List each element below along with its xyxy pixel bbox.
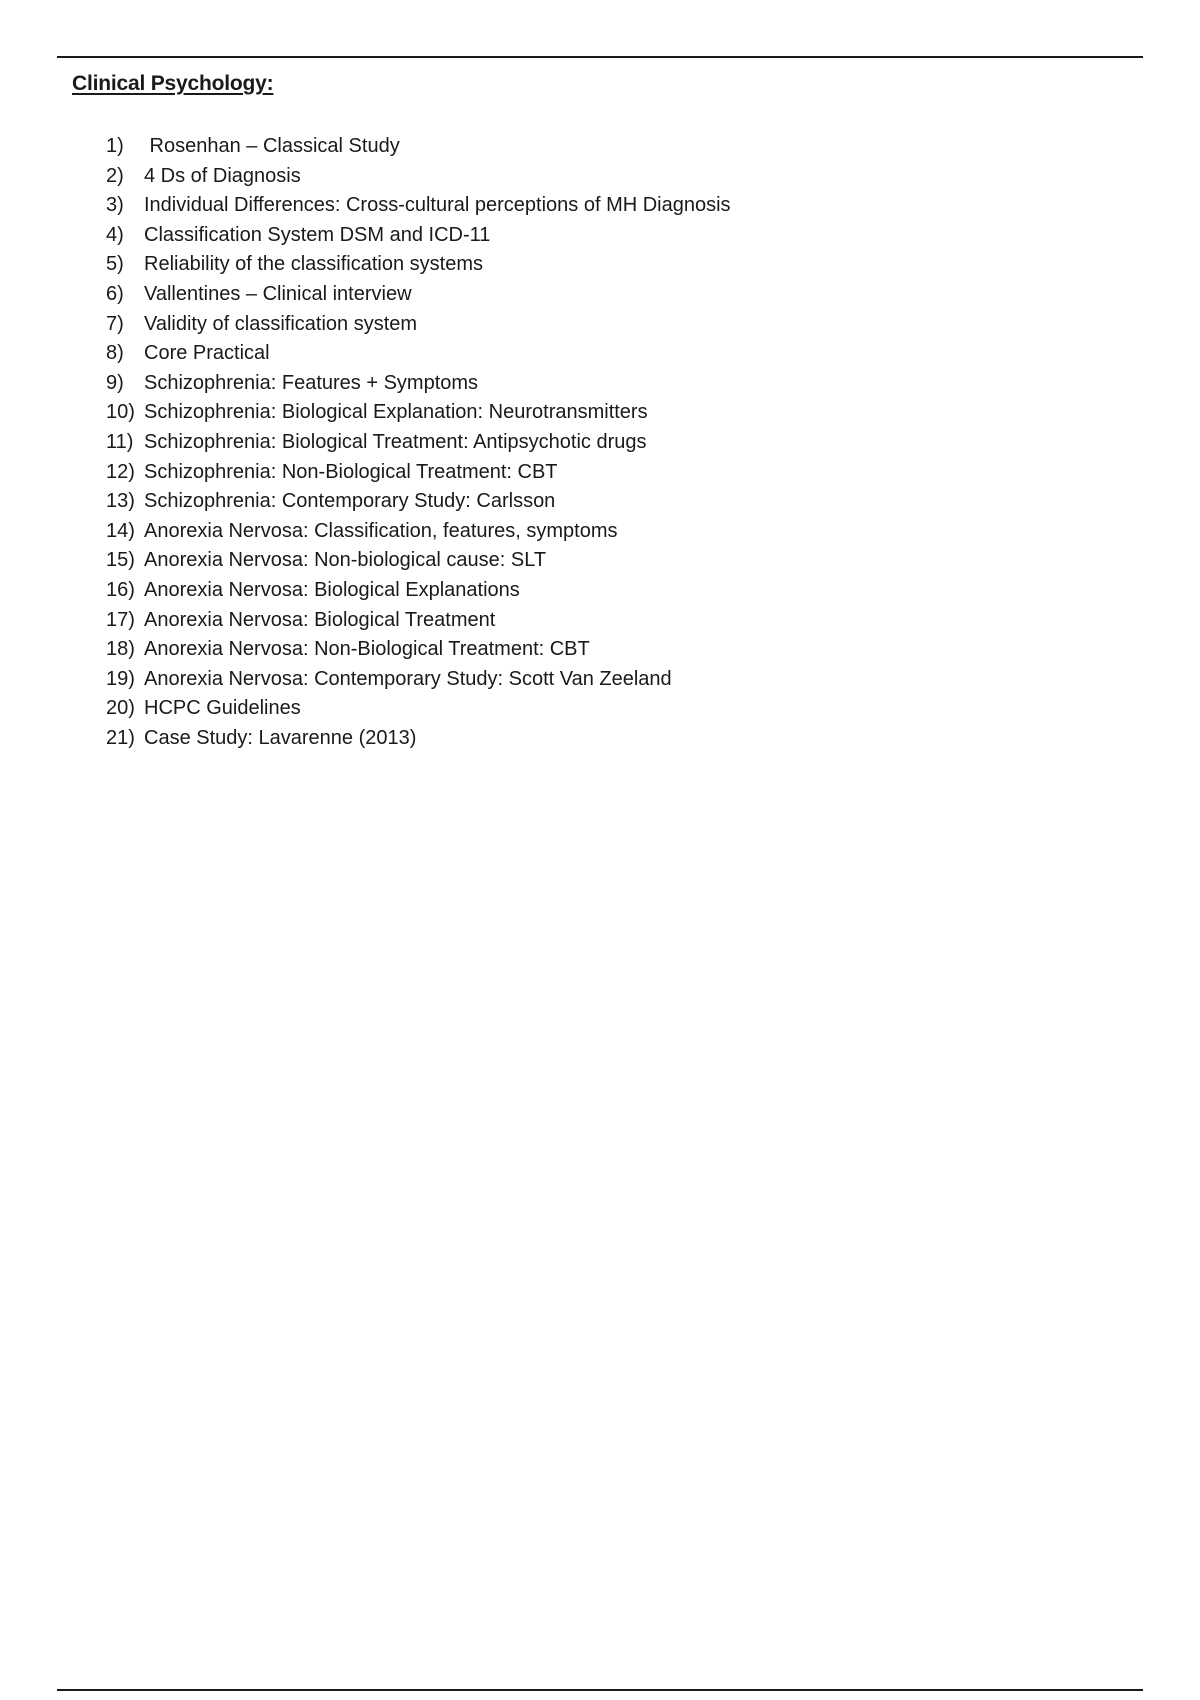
item-text: Schizophrenia: Features + Symptoms xyxy=(144,371,479,394)
item-number: 12) xyxy=(106,460,135,483)
item-number: 17) xyxy=(106,608,135,631)
item-text: Classification System DSM and ICD-11 xyxy=(144,223,491,246)
item-number: 20) xyxy=(106,697,135,720)
item-text: Reliability of the classification systems xyxy=(144,253,484,276)
item-text: Schizophrenia: Biological Explanation: Neurotransmitters xyxy=(144,401,648,424)
item-number: 14) xyxy=(106,519,135,542)
list-item xyxy=(106,280,731,310)
item-text: Anorexia Nervosa: Biological Treatment xyxy=(144,608,496,631)
item-number: 18) xyxy=(106,638,135,661)
bottom-rule xyxy=(57,1689,1143,1691)
item-number: 9) xyxy=(106,371,124,394)
item-number: 8) xyxy=(106,342,124,365)
list-item xyxy=(106,132,731,162)
item-number: 7) xyxy=(106,312,124,335)
list-item xyxy=(106,339,731,369)
item-text: HCPC Guidelines xyxy=(144,697,301,720)
page-heading: Clinical Psychology: xyxy=(72,72,274,95)
item-text: Anorexia Nervosa: Non-Biological Treatment: CBT xyxy=(144,638,590,661)
item-number: 11) xyxy=(106,430,134,453)
list-item xyxy=(106,487,731,517)
item-number: 19) xyxy=(106,667,135,690)
item-number: 6) xyxy=(106,282,124,305)
list-item xyxy=(106,724,731,754)
item-text: Anorexia Nervosa: Non-biological cause: SLT xyxy=(144,549,547,572)
item-text: Validity of classification system xyxy=(144,312,418,335)
list-item xyxy=(106,310,731,340)
list-item xyxy=(106,250,731,280)
list-item xyxy=(106,162,731,192)
list-item xyxy=(106,428,731,458)
item-number: 10) xyxy=(106,401,135,424)
list-item xyxy=(106,369,731,399)
list-item xyxy=(106,546,731,576)
item-number: 16) xyxy=(106,578,135,601)
item-text: Schizophrenia: Biological Treatment: Antipsychotic drugs xyxy=(144,430,647,453)
list-item xyxy=(106,576,731,606)
list-item xyxy=(106,517,731,547)
list-item xyxy=(106,398,731,428)
item-number: 13) xyxy=(106,490,135,513)
item-text: 4 Ds of Diagnosis xyxy=(144,164,301,187)
item-number: 15) xyxy=(106,549,135,572)
item-text: Anorexia Nervosa: Contemporary Study: Scott Van Zeeland xyxy=(144,667,672,690)
list-item xyxy=(106,458,731,488)
list-item xyxy=(106,665,731,695)
item-number: 2) xyxy=(106,164,124,187)
topic-list xyxy=(106,132,731,753)
item-text: Core Practical xyxy=(144,342,270,365)
item-text: Individual Differences: Cross-cultural perceptions of MH Diagnosis xyxy=(144,194,731,217)
list-item xyxy=(106,606,731,636)
item-text: Vallentines – Clinical interview xyxy=(144,282,412,305)
top-rule xyxy=(57,56,1143,58)
list-item xyxy=(106,221,731,251)
list-item xyxy=(106,635,731,665)
item-number: 21) xyxy=(106,726,135,749)
list-item xyxy=(106,191,731,221)
item-text: Anorexia Nervosa: Classification, features, symptoms xyxy=(144,519,618,542)
item-number: 3) xyxy=(106,194,124,217)
item-text: Schizophrenia: Contemporary Study: Carlsson xyxy=(144,490,556,513)
list-item xyxy=(106,694,731,724)
item-text: Anorexia Nervosa: Biological Explanations xyxy=(144,578,520,601)
item-number: 1) xyxy=(106,135,124,157)
item-number: 5) xyxy=(106,253,124,276)
item-text: Schizophrenia: Non-Biological Treatment: CBT xyxy=(144,460,558,483)
item-number: 4) xyxy=(106,223,124,246)
item-text: Rosenhan – Classical Study xyxy=(144,135,400,157)
item-text: Case Study: Lavarenne (2013) xyxy=(144,726,417,749)
